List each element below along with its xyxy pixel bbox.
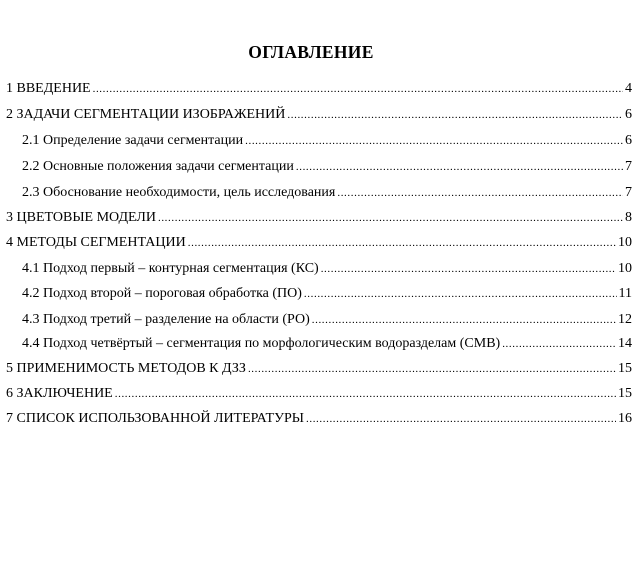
toc-subentry[interactable] — [22, 132, 632, 150]
toc-entry-label: 4.4 Подход четвёртый – сегментация по морфологическим водоразделам (СМВ) — [22, 336, 501, 351]
toc-leader-dots — [93, 80, 623, 98]
toc-entry-page: 4 — [625, 81, 632, 96]
toc-entry-label: 1 ВВЕДЕНИЕ — [6, 81, 91, 96]
toc-leader-dots — [312, 311, 616, 329]
toc-entry[interactable] — [6, 80, 632, 98]
toc-leader-dots — [245, 132, 623, 150]
toc-leader-dots — [296, 158, 623, 176]
toc-leader-dots — [248, 360, 616, 378]
toc-entry-label: 7 СПИСОК ИСПОЛЬЗОВАННОЙ ЛИТЕРАТУРЫ — [6, 411, 304, 426]
toc-leader-dots — [321, 260, 616, 278]
toc-entry-page: 10 — [618, 261, 632, 276]
toc-entry-label: 4.1 Подход первый – контурная сегментация (КС) — [22, 261, 319, 276]
toc-subentry[interactable] — [22, 335, 632, 353]
toc-entry-label: 6 ЗАКЛЮЧЕНИЕ — [6, 386, 113, 401]
toc-entry-page: 12 — [618, 312, 632, 327]
toc-leader-dots — [188, 234, 616, 252]
toc-entry-label: 2.3 Обоснование необходимости, цель исследования — [22, 185, 336, 200]
toc-entry-page: 16 — [618, 411, 632, 426]
toc-leader-dots — [306, 410, 616, 428]
toc-entry[interactable] — [6, 234, 632, 252]
toc-entry-page: 15 — [618, 361, 632, 376]
toc-entry-label: 4.2 Подход второй – пороговая обработка (ПО) — [22, 286, 302, 301]
toc-subentry[interactable] — [22, 184, 632, 202]
toc-subentry[interactable] — [22, 285, 632, 303]
toc-entry-page: 7 — [625, 159, 632, 174]
toc-leader-dots — [304, 285, 617, 303]
toc-subentry[interactable] — [22, 260, 632, 278]
toc-entry-label: 4 МЕТОДЫ СЕГМЕНТАЦИИ — [6, 235, 186, 250]
toc-entry[interactable] — [6, 209, 632, 227]
toc-leader-dots — [502, 335, 616, 353]
toc-entry-label: 2 ЗАДАЧИ СЕГМЕНТАЦИИ ИЗОБРАЖЕНИЙ — [6, 107, 286, 122]
toc-leader-dots — [115, 385, 616, 403]
toc-entry-page: 15 — [618, 386, 632, 401]
toc-entry-label: 3 ЦВЕТОВЫЕ МОДЕЛИ — [6, 210, 156, 225]
toc-subentry[interactable] — [22, 158, 632, 176]
toc-entry-page: 10 — [618, 235, 632, 250]
toc-entry-label: 2.2 Основные положения задачи сегментации — [22, 159, 294, 174]
toc-entry-label: 2.1 Определение задачи сегментации — [22, 133, 244, 148]
toc-entry[interactable] — [6, 410, 632, 428]
toc-entry[interactable] — [6, 385, 632, 403]
toc-entry-page: 8 — [625, 210, 632, 225]
toc-entry-page: 14 — [618, 336, 632, 351]
page-title: ОГЛАВЛЕНИЕ — [248, 42, 374, 62]
toc-entry[interactable] — [6, 360, 632, 378]
toc-entry-page: 11 — [618, 286, 632, 301]
toc-entry-label: 5 ПРИМЕНИМОСТЬ МЕТОДОВ К ДЗЗ — [6, 361, 246, 376]
toc-entry-label: 4.3 Подход третий – разделение на области (РО) — [22, 312, 310, 327]
toc-leader-dots — [287, 106, 623, 124]
toc-entry[interactable] — [6, 106, 632, 124]
toc-leader-dots — [337, 184, 623, 202]
toc-entry-page: 6 — [625, 107, 632, 122]
toc-entry-page: 7 — [625, 185, 632, 200]
toc-entry-page: 6 — [625, 133, 632, 148]
toc-leader-dots — [158, 209, 623, 227]
toc-subentry[interactable] — [22, 311, 632, 329]
